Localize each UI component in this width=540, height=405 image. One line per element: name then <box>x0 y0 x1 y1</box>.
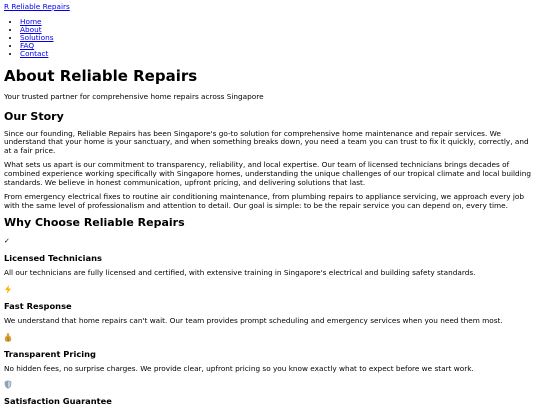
nav-link-faq[interactable]: FAQ <box>20 41 35 50</box>
feature-licensed-technicians <box>4 237 536 278</box>
story-paragraph: From emergency electrical fixes to routine air conditioning maintenance, from plumbing repairs to appliance servicing, we approach every job with the same level of professionalism and attention to detail. Our goal is simple: to be the repair service you can depend on, every time. <box>4 192 525 210</box>
page-subtitle: Your trusted partner for comprehensive home repairs across Singapore <box>4 92 264 101</box>
why-heading: Why Choose Reliable Repairs <box>4 216 185 230</box>
story-heading: Our Story <box>4 109 64 123</box>
nav-link-about[interactable]: About <box>20 25 42 34</box>
story-paragraph: Since our founding, Reliable Repairs has been Singapore's go-to solution for comprehensive home maintenance and repair services. We understand that your home is your sanctuary, and when something breaks down, you need a team you can trust to fix it quickly, correctly, and at a fair price. <box>4 128 529 155</box>
feature-fast-response <box>4 285 536 326</box>
main-content <box>4 67 536 405</box>
feature-title: Fast Response <box>4 300 72 311</box>
main-nav <box>4 18 54 58</box>
lightning-icon <box>4 285 536 294</box>
feature-transparent-pricing <box>4 333 536 374</box>
nav-link-solutions[interactable]: Solutions <box>20 33 54 42</box>
story-paragraph: What sets us apart is our commitment to transparency, reliability, and local expertise. Our team of licensed technicians brings decades of combined experience working specifically with Singapore homes, understanding the unique challenges of our tropical climate and local building standards. We believe in honest communication, upfront pricing, and delivering solutions that last. <box>4 160 531 187</box>
feature-title: Licensed Technicians <box>4 253 102 264</box>
page-title: About Reliable Repairs <box>4 67 198 85</box>
feature-title: Satisfaction Guarantee <box>4 396 112 405</box>
nav-link-contact[interactable]: Contact <box>20 49 49 58</box>
feature-description: No hidden fees, no surprise charges. We provide clear, upfront pricing so you know exactly what to expect before we start work. <box>4 363 474 373</box>
money-bag-icon <box>4 333 536 342</box>
feature-description: All our technicians are fully licensed and certified, with extensive training in Singapore's electrical and building safety standards. <box>4 268 476 278</box>
shield-icon <box>4 380 536 389</box>
nav-item-contact <box>20 50 54 58</box>
feature-satisfaction-guarantee <box>4 380 536 405</box>
nav-link-home[interactable]: Home <box>20 17 42 26</box>
svg-text:$: $ <box>6 336 10 342</box>
logo-link[interactable]: R Reliable Repairs <box>4 2 70 11</box>
feature-title: Transparent Pricing <box>4 348 96 359</box>
feature-description: We understand that home repairs can't wait. Our team provides prompt scheduling and emergency services when you need them most. <box>4 315 503 325</box>
checkmark-icon: ✓ <box>4 237 10 246</box>
